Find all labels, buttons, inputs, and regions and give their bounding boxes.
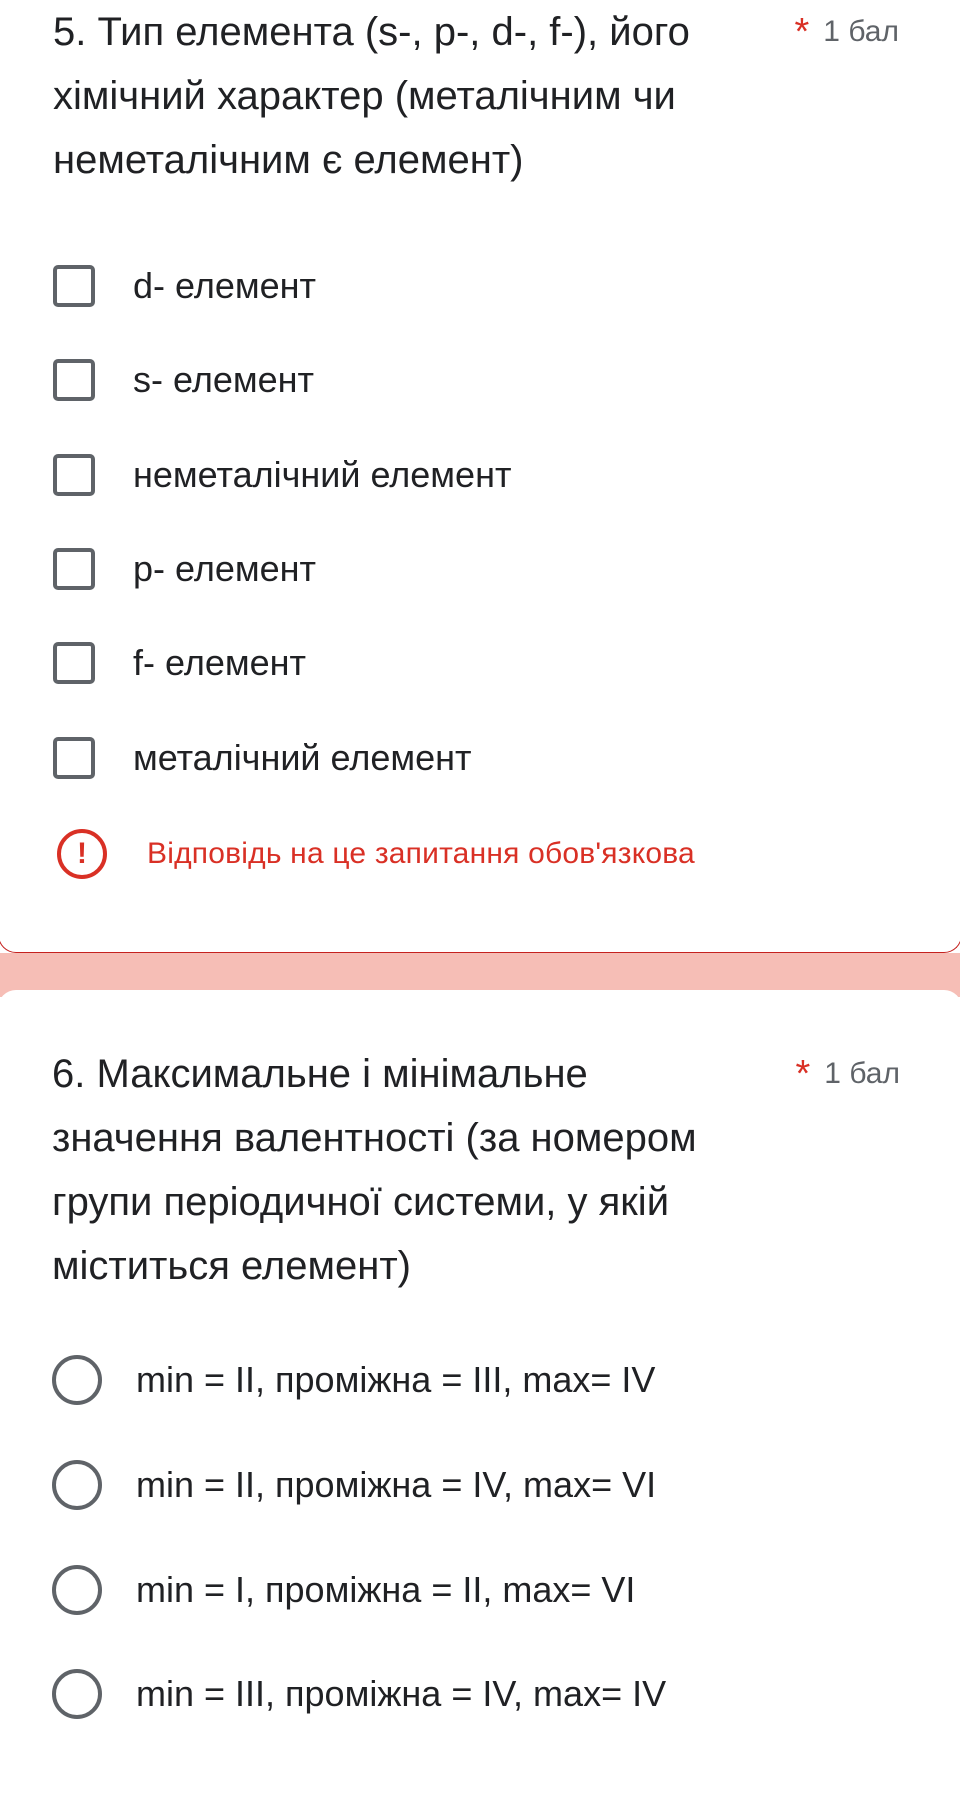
required-error-message (57, 828, 695, 880)
option-label: неметалічний елемент (133, 454, 512, 495)
checkbox-option-s-element[interactable] (53, 350, 314, 410)
option-label: min = II, проміжна = IV, max= VI (136, 1464, 657, 1505)
radio-icon[interactable] (52, 1460, 102, 1510)
option-label: min = III, проміжна = IV, max= IV (136, 1673, 667, 1714)
checkbox-icon[interactable] (53, 642, 95, 684)
checkbox-option-metal[interactable] (53, 728, 472, 788)
checkbox-icon[interactable] (53, 454, 95, 496)
checkbox-option-f-element[interactable] (53, 633, 306, 693)
points-label: 1 бал (824, 1057, 900, 1090)
radio-icon[interactable] (52, 1565, 102, 1615)
question-title: 6. Максимальне і мінімальне значення валентності (за номером групи періодичної системи, у якій міститься елемент) (52, 1052, 697, 1288)
option-label: s- елемент (133, 359, 314, 400)
radio-icon[interactable] (52, 1669, 102, 1719)
checkbox-option-p-element[interactable] (53, 539, 316, 599)
checkbox-icon[interactable] (53, 265, 95, 307)
error-text: Відповідь на це запитання обов'язкова (147, 837, 695, 870)
question-points (795, 0, 900, 64)
question-title: 5. Тип елемента (s-, p-, d-, f-), його хімічний характер (металічним чи неметалічним є елемент) (53, 10, 690, 182)
radio-icon[interactable] (52, 1355, 102, 1405)
checkbox-option-d-element[interactable] (53, 256, 316, 316)
radio-option-4[interactable] (52, 1664, 666, 1724)
error-exclamation-icon: ! (57, 829, 107, 879)
question-card-6 (0, 990, 960, 1810)
checkbox-icon[interactable] (53, 359, 95, 401)
option-label: металічний елемент (133, 737, 472, 778)
question-points (796, 1042, 901, 1106)
radio-option-3[interactable] (52, 1560, 635, 1620)
checkbox-option-nonmetal[interactable] (53, 445, 511, 505)
option-label: f- елемент (133, 642, 306, 683)
option-label: p- елемент (133, 548, 317, 589)
points-label: 1 бал (823, 15, 899, 48)
required-asterisk: * (794, 11, 810, 53)
checkbox-icon[interactable] (53, 548, 95, 590)
radio-option-2[interactable] (52, 1455, 656, 1515)
radio-option-1[interactable] (52, 1350, 655, 1410)
option-label: min = II, проміжна = III, max= IV (136, 1359, 656, 1400)
option-label: min = I, проміжна = II, max= VI (136, 1569, 636, 1610)
option-label: d- елемент (133, 265, 317, 306)
required-asterisk: * (795, 1053, 811, 1095)
checkbox-icon[interactable] (53, 737, 95, 779)
